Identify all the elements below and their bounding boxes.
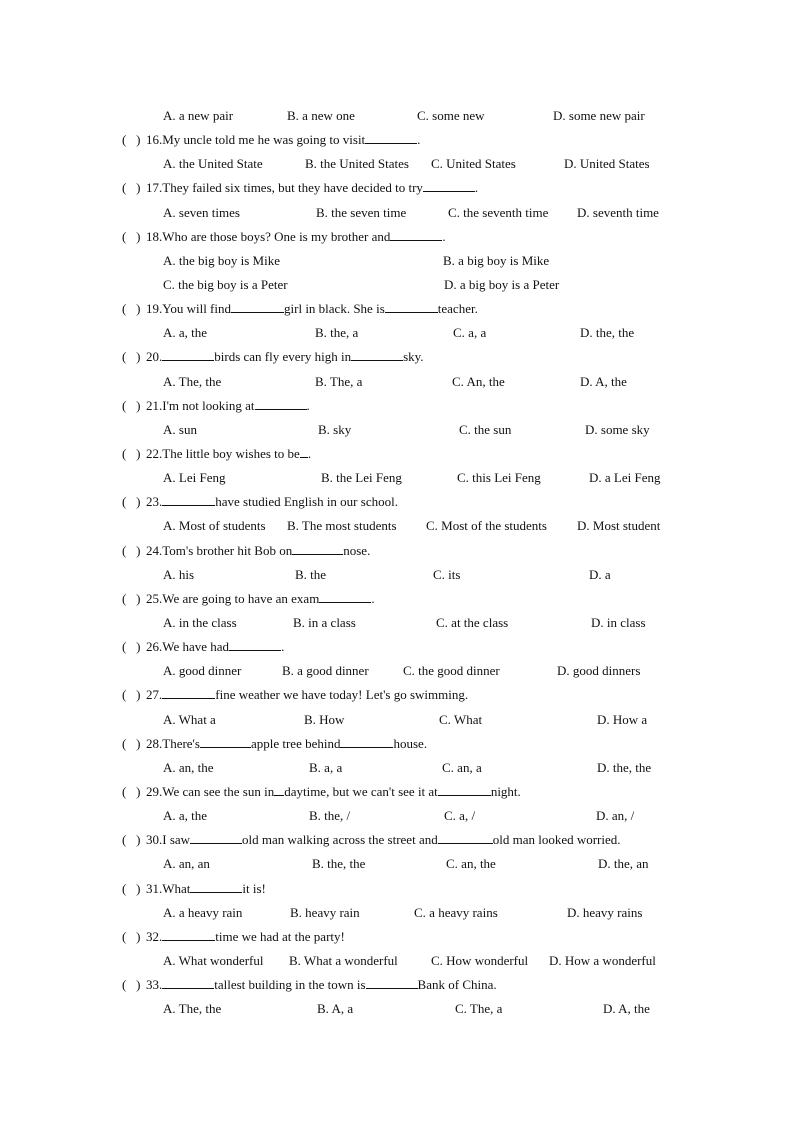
question-30-option-b[interactable]: B. the, the — [312, 856, 366, 872]
question-30-options — [0, 852, 794, 876]
question-text: You will find — [162, 301, 232, 317]
question-24-option-b[interactable]: B. the — [295, 566, 327, 582]
question-32-options — [0, 949, 794, 973]
question-24-option-c[interactable]: C. its — [433, 566, 461, 582]
question-23 — [0, 490, 794, 514]
question-27-option-a[interactable]: A. What a — [163, 711, 216, 727]
answer-parenthesis[interactable]: ( ) — [122, 349, 141, 365]
question-text: We have had — [162, 639, 230, 655]
question-22-option-b[interactable]: B. the Lei Feng — [321, 470, 402, 486]
question-17 — [0, 176, 794, 200]
question-19-option-a[interactable]: A. a, the — [163, 325, 208, 341]
question-text: tallest building in the town is — [214, 977, 366, 993]
answer-parenthesis[interactable]: ( ) — [122, 687, 141, 703]
question-32-option-a[interactable]: A. What wonderful — [163, 952, 264, 968]
question-text: have studied English in our school. — [215, 494, 398, 510]
question-25-option-d[interactable]: D. in class — [591, 614, 646, 630]
question-17-option-c[interactable]: C. the seventh time — [448, 204, 549, 220]
answer-blank[interactable] — [423, 177, 475, 192]
question-text: daytime, but we can't see it at — [284, 783, 438, 799]
question-20-option-c[interactable]: C. An, the — [452, 373, 505, 389]
answer-parenthesis[interactable]: ( ) — [122, 928, 141, 944]
question-19 — [0, 297, 794, 321]
answer-parenthesis[interactable]: ( ) — [122, 301, 141, 317]
answer-blank[interactable] — [162, 974, 214, 989]
answer-blank[interactable] — [292, 540, 343, 555]
question-28-options — [0, 756, 794, 780]
question-text: Bank of China. — [417, 977, 497, 993]
question-number: 22. — [146, 445, 163, 461]
question-text: My uncle told me he was going to visit — [162, 132, 366, 148]
question-19-option-d[interactable]: D. the, the — [580, 325, 635, 341]
question-31 — [0, 877, 794, 901]
question-29-options — [0, 804, 794, 828]
question-25-option-c[interactable]: C. at the class — [436, 614, 509, 630]
question-16 — [0, 128, 794, 152]
question-29-option-b[interactable]: B. the, / — [309, 808, 351, 824]
question-number: 23. — [146, 494, 163, 510]
question-26 — [0, 635, 794, 659]
question-text: night. — [490, 783, 521, 799]
answer-blank[interactable] — [438, 781, 491, 796]
answer-blank[interactable] — [162, 926, 215, 941]
question-18 — [0, 225, 794, 249]
question-20-option-d[interactable]: D. A, the — [580, 373, 627, 389]
question-23-options — [0, 514, 794, 538]
answer-blank[interactable] — [366, 974, 418, 989]
question-text: girl in black. She is — [284, 301, 385, 317]
question-text: Who are those boys? One is my brother and — [162, 228, 391, 244]
question-28 — [0, 732, 794, 756]
question-28-option-d[interactable]: D. the, the — [597, 759, 652, 775]
answer-blank[interactable] — [200, 733, 251, 748]
question-22-option-c[interactable]: C. this Lei Feng — [457, 470, 541, 486]
question-number: 32. — [146, 928, 163, 944]
question-33-option-d[interactable]: D. A, the — [603, 1001, 650, 1017]
question-19-option-b[interactable]: B. the, a — [315, 325, 359, 341]
question-28-option-a[interactable]: A. an, the — [163, 759, 214, 775]
question-20 — [0, 345, 794, 369]
answer-parenthesis[interactable]: ( ) — [122, 180, 141, 196]
question-33 — [0, 973, 794, 997]
question-19-option-c[interactable]: C. a, a — [453, 325, 487, 341]
question-21 — [0, 394, 794, 418]
question-16-option-c[interactable]: C. United States — [431, 156, 516, 172]
question-20-options — [0, 370, 794, 394]
question-32-option-d[interactable]: D. How a wonderful — [549, 952, 656, 968]
answer-parenthesis[interactable]: ( ) — [122, 735, 141, 751]
question-20-option-b[interactable]: B. The, a — [315, 373, 363, 389]
answer-blank[interactable] — [162, 491, 215, 506]
question-30 — [0, 828, 794, 852]
question-26-option-a[interactable]: A. good dinner — [163, 663, 242, 679]
question-text: fine weather we have today! Let's go swimming. — [215, 687, 469, 703]
leading-options — [0, 104, 794, 128]
question-24-option-a[interactable]: A. his — [163, 566, 195, 582]
question-text: nose. — [343, 542, 371, 558]
answer-blank[interactable] — [162, 346, 214, 361]
question-number: 21. — [146, 397, 163, 413]
question-18-option-b[interactable]: B. a big boy is Mike — [443, 252, 550, 268]
question-23-option-c[interactable]: C. Most of the students — [426, 518, 547, 534]
question-18-option-c[interactable]: C. the big boy is a Peter — [163, 276, 288, 292]
question-text: sky. — [403, 349, 424, 365]
answer-blank[interactable] — [190, 829, 242, 844]
answer-parenthesis[interactable]: ( ) — [122, 445, 141, 461]
question-27-option-b[interactable]: B. How — [304, 711, 345, 727]
question-23-option-a[interactable]: A. Most of students — [163, 518, 266, 534]
question-21-option-d[interactable]: D. some sky — [585, 421, 650, 437]
question-17-option-a[interactable]: A. seven times — [163, 204, 240, 220]
question-16-option-a[interactable]: A. the United State — [163, 156, 263, 172]
question-number: 20. — [146, 349, 163, 365]
question-21-option-a[interactable]: A. sun — [163, 421, 197, 437]
question-26-option-c[interactable]: C. the good dinner — [403, 663, 500, 679]
question-text: house. — [393, 735, 428, 751]
leading-option-c[interactable]: C. some new — [417, 108, 485, 123]
question-16-option-b[interactable]: B. the United States — [305, 156, 409, 172]
answer-parenthesis[interactable]: ( ) — [122, 542, 141, 558]
answer-blank[interactable] — [351, 346, 403, 361]
answer-parenthesis[interactable]: ( ) — [122, 494, 141, 510]
question-19-options — [0, 321, 794, 345]
question-32 — [0, 925, 794, 949]
question-number: 16. — [146, 132, 163, 148]
answer-blank[interactable] — [255, 395, 307, 410]
answer-blank[interactable] — [438, 829, 493, 844]
question-text: They failed six times, but they have decided to try — [162, 180, 423, 196]
question-text: I saw — [162, 832, 191, 848]
question-18-options — [0, 249, 794, 273]
question-number: 30. — [146, 832, 163, 848]
question-20-option-a[interactable]: A. The, the — [163, 373, 222, 389]
question-28-option-c[interactable]: C. an, a — [442, 759, 482, 775]
question-33-option-a[interactable]: A. The, the — [163, 1001, 222, 1017]
question-text: . — [442, 228, 446, 244]
question-number: 27. — [146, 687, 163, 703]
question-27-options — [0, 708, 794, 732]
question-text: old man walking across the street and — [242, 832, 438, 848]
question-text: What — [162, 880, 191, 896]
question-number: 25. — [146, 590, 163, 606]
question-23-option-d[interactable]: D. Most student — [577, 518, 661, 534]
question-22 — [0, 442, 794, 466]
question-text: . — [474, 180, 479, 196]
question-29 — [0, 780, 794, 804]
answer-blank[interactable] — [319, 588, 371, 603]
question-31-option-c[interactable]: C. a heavy rains — [414, 904, 498, 920]
question-24 — [0, 539, 794, 563]
question-24-option-d[interactable]: D. a — [589, 566, 611, 582]
answer-blank[interactable] — [190, 878, 242, 893]
question-number: 19. — [146, 301, 163, 317]
question-text: . — [307, 445, 312, 461]
answer-blank[interactable] — [365, 129, 417, 144]
question-number: 26. — [146, 639, 163, 655]
question-17-option-d[interactable]: D. seventh time — [577, 204, 659, 220]
answer-parenthesis[interactable]: ( ) — [122, 132, 141, 148]
question-28-option-b[interactable]: B. a, a — [309, 759, 343, 775]
answer-blank[interactable] — [340, 733, 393, 748]
question-text: The little boy wishes to be — [162, 445, 300, 461]
leading-option-b[interactable]: B. a new one — [287, 108, 355, 123]
question-text: it is! — [242, 880, 266, 896]
question-text: birds can fly every high in — [214, 349, 352, 365]
question-30-option-d[interactable]: D. the, an — [598, 856, 649, 872]
question-text: Tom's brother hit Bob on — [162, 542, 293, 558]
question-text: We can see the sun in — [162, 783, 275, 799]
leading-option-a[interactable]: A. a new pair — [163, 108, 234, 123]
answer-parenthesis[interactable]: ( ) — [122, 783, 141, 799]
question-25 — [0, 587, 794, 611]
answer-parenthesis[interactable]: ( ) — [122, 228, 141, 244]
answer-parenthesis[interactable]: ( ) — [122, 639, 141, 655]
question-25-options — [0, 611, 794, 635]
question-32-option-b[interactable]: B. What a wonderful — [289, 952, 398, 968]
question-17-options — [0, 201, 794, 225]
answer-blank[interactable] — [229, 636, 281, 651]
answer-blank[interactable] — [300, 443, 308, 458]
question-text: . — [281, 639, 285, 655]
question-number: 24. — [146, 542, 163, 558]
question-21-option-b[interactable]: B. sky — [318, 421, 352, 437]
answer-blank[interactable] — [390, 226, 442, 241]
answer-parenthesis[interactable]: ( ) — [122, 977, 141, 993]
question-number: 17. — [146, 180, 163, 196]
exam-sheet — [0, 104, 794, 1021]
question-21-options — [0, 418, 794, 442]
question-27 — [0, 683, 794, 707]
question-31-option-d[interactable]: D. heavy rains — [567, 904, 643, 920]
question-30-option-c[interactable]: C. an, the — [446, 856, 496, 872]
question-22-options — [0, 466, 794, 490]
question-27-option-c[interactable]: C. What — [439, 711, 483, 727]
question-22-option-a[interactable]: A. Lei Feng — [163, 470, 226, 486]
question-25-option-a[interactable]: A. in the class — [163, 614, 237, 630]
question-32-option-c[interactable]: C. How wonderful — [431, 952, 529, 968]
answer-parenthesis[interactable]: ( ) — [122, 590, 141, 606]
question-text: I'm not looking at — [162, 397, 255, 413]
question-26-option-b[interactable]: B. a good dinner — [282, 663, 369, 679]
answer-parenthesis[interactable]: ( ) — [122, 880, 141, 896]
question-16-options — [0, 152, 794, 176]
question-text: time we had at the party! — [215, 928, 345, 944]
question-16-option-d[interactable]: D. United States — [564, 156, 650, 172]
leading-option-d[interactable]: D. some new pair — [553, 108, 645, 123]
question-text: We are going to have an exam — [162, 590, 320, 606]
question-text: . — [417, 132, 421, 148]
question-26-options — [0, 659, 794, 683]
question-29-option-d[interactable]: D. an, / — [596, 808, 635, 824]
question-23-option-b[interactable]: B. The most students — [287, 518, 397, 534]
question-18-option-d[interactable]: D. a big boy is a Peter — [444, 276, 560, 292]
answer-blank[interactable] — [385, 298, 438, 313]
answer-blank[interactable] — [162, 684, 215, 699]
question-18-option-a[interactable]: A. the big boy is Mike — [163, 252, 280, 268]
question-number: 31. — [146, 880, 163, 896]
question-31-options — [0, 901, 794, 925]
question-text: . — [306, 397, 310, 413]
question-number: 28. — [146, 735, 163, 751]
question-24-options — [0, 563, 794, 587]
question-31-option-a[interactable]: A. a heavy rain — [163, 904, 243, 920]
question-text: There's — [162, 735, 200, 751]
question-25-option-b[interactable]: B. in a class — [293, 614, 356, 630]
question-30-option-a[interactable]: A. an, an — [163, 856, 210, 872]
question-31-option-b[interactable]: B. heavy rain — [290, 904, 360, 920]
question-22-option-d[interactable]: D. a Lei Feng — [589, 470, 661, 486]
answer-blank[interactable] — [231, 298, 284, 313]
question-text: teacher. — [437, 301, 478, 317]
question-21-option-c[interactable]: C. the sun — [459, 421, 512, 437]
question-33-options — [0, 997, 794, 1021]
question-33-option-b[interactable]: B. A, a — [317, 1001, 354, 1017]
question-17-option-b[interactable]: B. the seven time — [316, 204, 407, 220]
answer-parenthesis[interactable]: ( ) — [122, 832, 141, 848]
question-27-option-d[interactable]: D. How a — [597, 711, 648, 727]
question-number: 29. — [146, 783, 163, 799]
question-29-option-c[interactable]: C. a, / — [444, 808, 476, 824]
answer-parenthesis[interactable]: ( ) — [122, 397, 141, 413]
question-text: . — [371, 590, 375, 606]
question-18-options-2 — [0, 273, 794, 297]
question-29-option-a[interactable]: A. a, the — [163, 808, 208, 824]
answer-blank[interactable] — [274, 781, 284, 796]
question-text: old man looked worried. — [492, 832, 621, 848]
question-number: 18. — [146, 228, 163, 244]
question-text: apple tree behind — [250, 735, 341, 751]
question-26-option-d[interactable]: D. good dinners — [557, 663, 641, 679]
question-33-option-c[interactable]: C. The, a — [455, 1001, 503, 1017]
question-number: 33. — [146, 977, 163, 993]
